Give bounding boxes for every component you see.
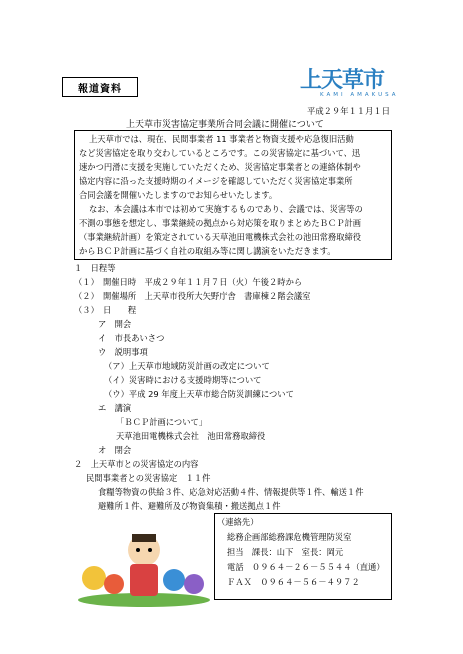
- intro-line: など災害協定を取り交わしているところです。この災害協定に基づいて、迅: [79, 148, 361, 158]
- intro-line: からＢＣＰ計画に基づく自社の取組み等に関し講演をいただきます。: [79, 246, 336, 256]
- intro-line: 速かつ円滑に支援を実施していただくため、災害協定事業者との連絡体制や: [79, 162, 361, 172]
- body-line: 避難所１件、避難所及び物資集積・搬送拠点１件: [98, 501, 281, 511]
- agenda-item: ウ 説明事項: [98, 347, 148, 357]
- logo-text: 上天草市: [300, 68, 385, 93]
- agenda-item: オ 閉会: [98, 445, 132, 455]
- contact-staff: 担当 課長：山下 室長：岡元: [227, 547, 344, 557]
- body-line: 食糧等物資の供給３件、応急対応活動４件、情報提供等１件、輸送１件: [98, 487, 364, 497]
- city-logo: [300, 66, 406, 102]
- contact-phone: 電話 ０９６４－２６－５５４４（直通）: [227, 562, 385, 572]
- document-title: 上天草市災害協定事業所合同会議に開催について: [126, 120, 324, 130]
- intro-line: 不測の事態を想定し、事業継続の拠点から対応策を取りまとめたＢＣＰ計画: [79, 218, 362, 228]
- agenda-subitem: （ウ）平成 29 年度上天草市総合防災訓練について: [104, 389, 294, 399]
- agenda-subitem: （ア）上天草市地域防災計画の改定について: [104, 361, 270, 371]
- contact-heading: （連絡先）: [217, 517, 259, 527]
- logo-subtext: KAMI AMAKUSA: [320, 92, 399, 98]
- body-line: （１） 開催日時 平成２９年１１月７日（火）午後２時から: [74, 277, 303, 287]
- intro-line: （事業継続計画）を策定されている天草池田電機株式会社の池田常務取締役: [79, 232, 362, 242]
- section-heading: １ 日程等: [74, 263, 116, 273]
- contact-department: 総務企画部総務課危機管理防災室: [227, 532, 352, 542]
- mascot-illustration: [74, 518, 214, 608]
- contact-fax: ＦＡＸ ０９６４－５６－４９７２: [227, 577, 360, 587]
- body-line: （２） 開催場所 上天草市役所大矢野庁舎 書庫棟２階会議室: [74, 291, 311, 301]
- agenda-item: ア 開会: [98, 319, 132, 329]
- section-heading: ２ 上天草市との災害協定の内容: [74, 459, 199, 469]
- intro-line: 上天草市では、現在、民間事業者 11 事業者と物資支援や応急復旧活動: [89, 134, 354, 144]
- press-release-label: 報道資料: [62, 77, 138, 97]
- agenda-item: イ 市長あいさつ: [98, 333, 165, 343]
- body-line: 民間事業者との災害協定 １１件: [86, 473, 211, 483]
- release-date: 平成２９年１１月１日: [307, 106, 390, 116]
- contact-box: [214, 513, 392, 600]
- lecture-title: 「ＢＣＰ計画について」: [116, 417, 208, 427]
- body-line: （３） 日 程: [74, 305, 137, 315]
- intro-line: 協定内容に沿った支援時期のイメージを確認していただく災害協定事業所: [79, 176, 353, 186]
- intro-line: なお、本会議は本市では初めて実施するものであり、会議では、災害等の: [89, 204, 363, 214]
- intro-line: 合同会議を開催いたしますのでお知らせいたします。: [79, 190, 278, 200]
- intro-box: [74, 130, 392, 260]
- agenda-item: エ 講演: [98, 403, 132, 413]
- agenda-subitem: （イ）災害時における支援時期等について: [104, 375, 262, 385]
- lecturer: 天草池田電機株式会社 池田常務取締役: [116, 431, 266, 441]
